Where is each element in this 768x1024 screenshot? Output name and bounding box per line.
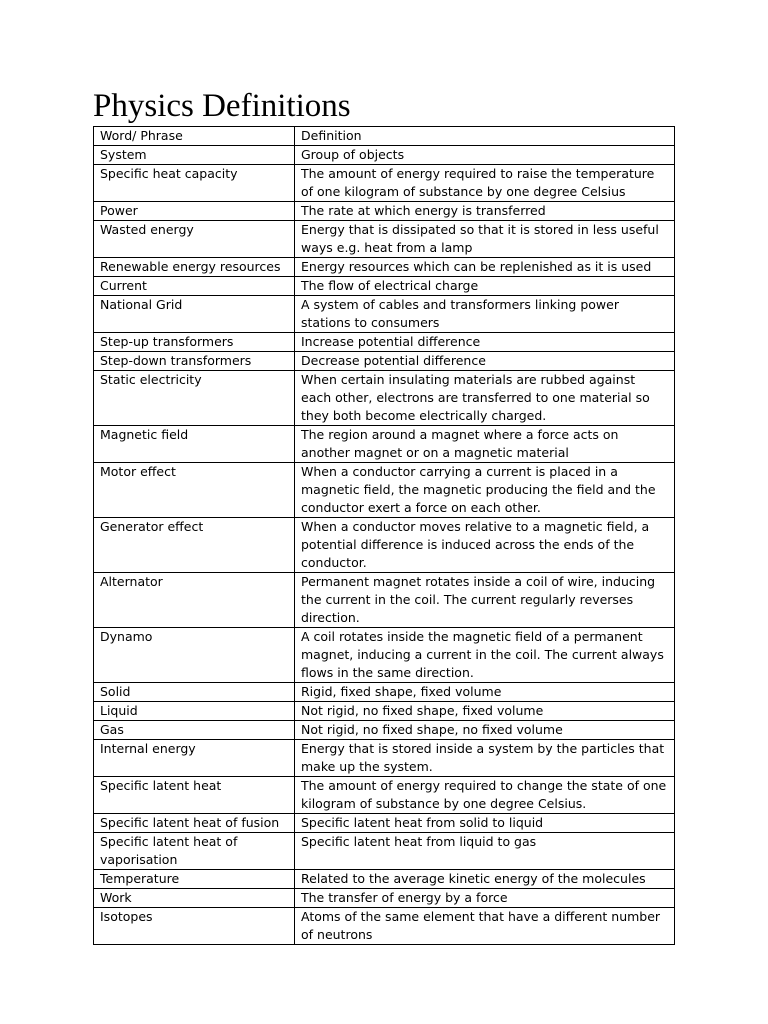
definition-cell: The region around a magnet where a force acts on another magnet or on a magnetic material (295, 426, 675, 463)
table-row (94, 277, 675, 296)
table-row (94, 296, 675, 333)
term-cell: Solid (94, 683, 295, 702)
table-row (94, 426, 675, 463)
definition-cell: Not rigid, no fixed shape, no fixed volume (295, 721, 675, 740)
definition-cell: A system of cables and transformers linking power stations to consumers (295, 296, 675, 333)
definition-cell: Energy that is dissipated so that it is stored in less useful ways e.g. heat from a lamp (295, 221, 675, 258)
term-cell: Work (94, 889, 295, 908)
definition-cell: A coil rotates inside the magnetic field of a permanent magnet, inducing a current in the coil. The current always flows in the same direction. (295, 628, 675, 683)
term-cell: Renewable energy resources (94, 258, 295, 277)
table-row (94, 221, 675, 258)
definition-cell: Energy resources which can be replenished as it is used (295, 258, 675, 277)
table-row (94, 573, 675, 628)
table-row (94, 889, 675, 908)
definition-cell: Specific latent heat from solid to liquid (295, 814, 675, 833)
term-cell: Specific latent heat (94, 777, 295, 814)
table-row (94, 833, 675, 870)
term-cell: Step-down transformers (94, 352, 295, 371)
definition-cell: Energy that is stored inside a system by the particles that make up the system. (295, 740, 675, 777)
term-cell: Wasted energy (94, 221, 295, 258)
table-row (94, 333, 675, 352)
term-cell: Internal energy (94, 740, 295, 777)
term-cell: Specific latent heat of fusion (94, 814, 295, 833)
table-row (94, 628, 675, 683)
table-row (94, 908, 675, 945)
table-row (94, 202, 675, 221)
definition-cell: Related to the average kinetic energy of the molecules (295, 870, 675, 889)
definition-cell: Increase potential difference (295, 333, 675, 352)
definition-cell: The amount of energy required to raise the temperature of one kilogram of substance by one degree Celsius (295, 165, 675, 202)
definition-cell: The transfer of energy by a force (295, 889, 675, 908)
term-cell: Magnetic field (94, 426, 295, 463)
term-cell: Specific heat capacity (94, 165, 295, 202)
table-row (94, 740, 675, 777)
definition-cell: The amount of energy required to change the state of one kilogram of substance by one degree Celsius. (295, 777, 675, 814)
table-row (94, 870, 675, 889)
column-header-term: Word/ Phrase (94, 127, 295, 146)
definition-cell: The rate at which energy is transferred (295, 202, 675, 221)
definition-cell: When a conductor moves relative to a magnetic field, a potential difference is induced across the ends of the conductor. (295, 518, 675, 573)
table-row (94, 702, 675, 721)
definition-cell: Decrease potential difference (295, 352, 675, 371)
term-cell: Power (94, 202, 295, 221)
definitions-table-body (94, 127, 675, 945)
term-cell: Temperature (94, 870, 295, 889)
table-row (94, 165, 675, 202)
table-row (94, 777, 675, 814)
definition-cell: When a conductor carrying a current is placed in a magnetic field, the magnetic producing the field and the conductor exert a force on each other. (295, 463, 675, 518)
definition-cell: Specific latent heat from liquid to gas (295, 833, 675, 870)
term-cell: Step-up transformers (94, 333, 295, 352)
table-row (94, 371, 675, 426)
term-cell: Isotopes (94, 908, 295, 945)
table-row (94, 518, 675, 573)
column-header-definition: Definition (295, 127, 675, 146)
term-cell: Generator effect (94, 518, 295, 573)
definition-cell: Not rigid, no fixed shape, fixed volume (295, 702, 675, 721)
definition-cell: When certain insulating materials are rubbed against each other, electrons are transferred to one material so they both become electrically charged. (295, 371, 675, 426)
definition-cell: The flow of electrical charge (295, 277, 675, 296)
definitions-table (93, 126, 675, 945)
definition-cell: Rigid, fixed shape, fixed volume (295, 683, 675, 702)
term-cell: Gas (94, 721, 295, 740)
table-header-row (94, 127, 675, 146)
table-row (94, 146, 675, 165)
page-title: Physics Definitions (93, 88, 351, 124)
term-cell: Dynamo (94, 628, 295, 683)
table-row (94, 683, 675, 702)
definition-cell: Group of objects (295, 146, 675, 165)
term-cell: Static electricity (94, 371, 295, 426)
table-row (94, 463, 675, 518)
table-row (94, 814, 675, 833)
term-cell: Motor effect (94, 463, 295, 518)
term-cell: National Grid (94, 296, 295, 333)
table-row (94, 258, 675, 277)
term-cell: Alternator (94, 573, 295, 628)
term-cell: Liquid (94, 702, 295, 721)
term-cell: Current (94, 277, 295, 296)
definition-cell: Atoms of the same element that have a different number of neutrons (295, 908, 675, 945)
definition-cell: Permanent magnet rotates inside a coil of wire, inducing the current in the coil. The current regularly reverses direction. (295, 573, 675, 628)
table-row (94, 721, 675, 740)
term-cell: System (94, 146, 295, 165)
table-row (94, 352, 675, 371)
term-cell: Specific latent heat of vaporisation (94, 833, 295, 870)
